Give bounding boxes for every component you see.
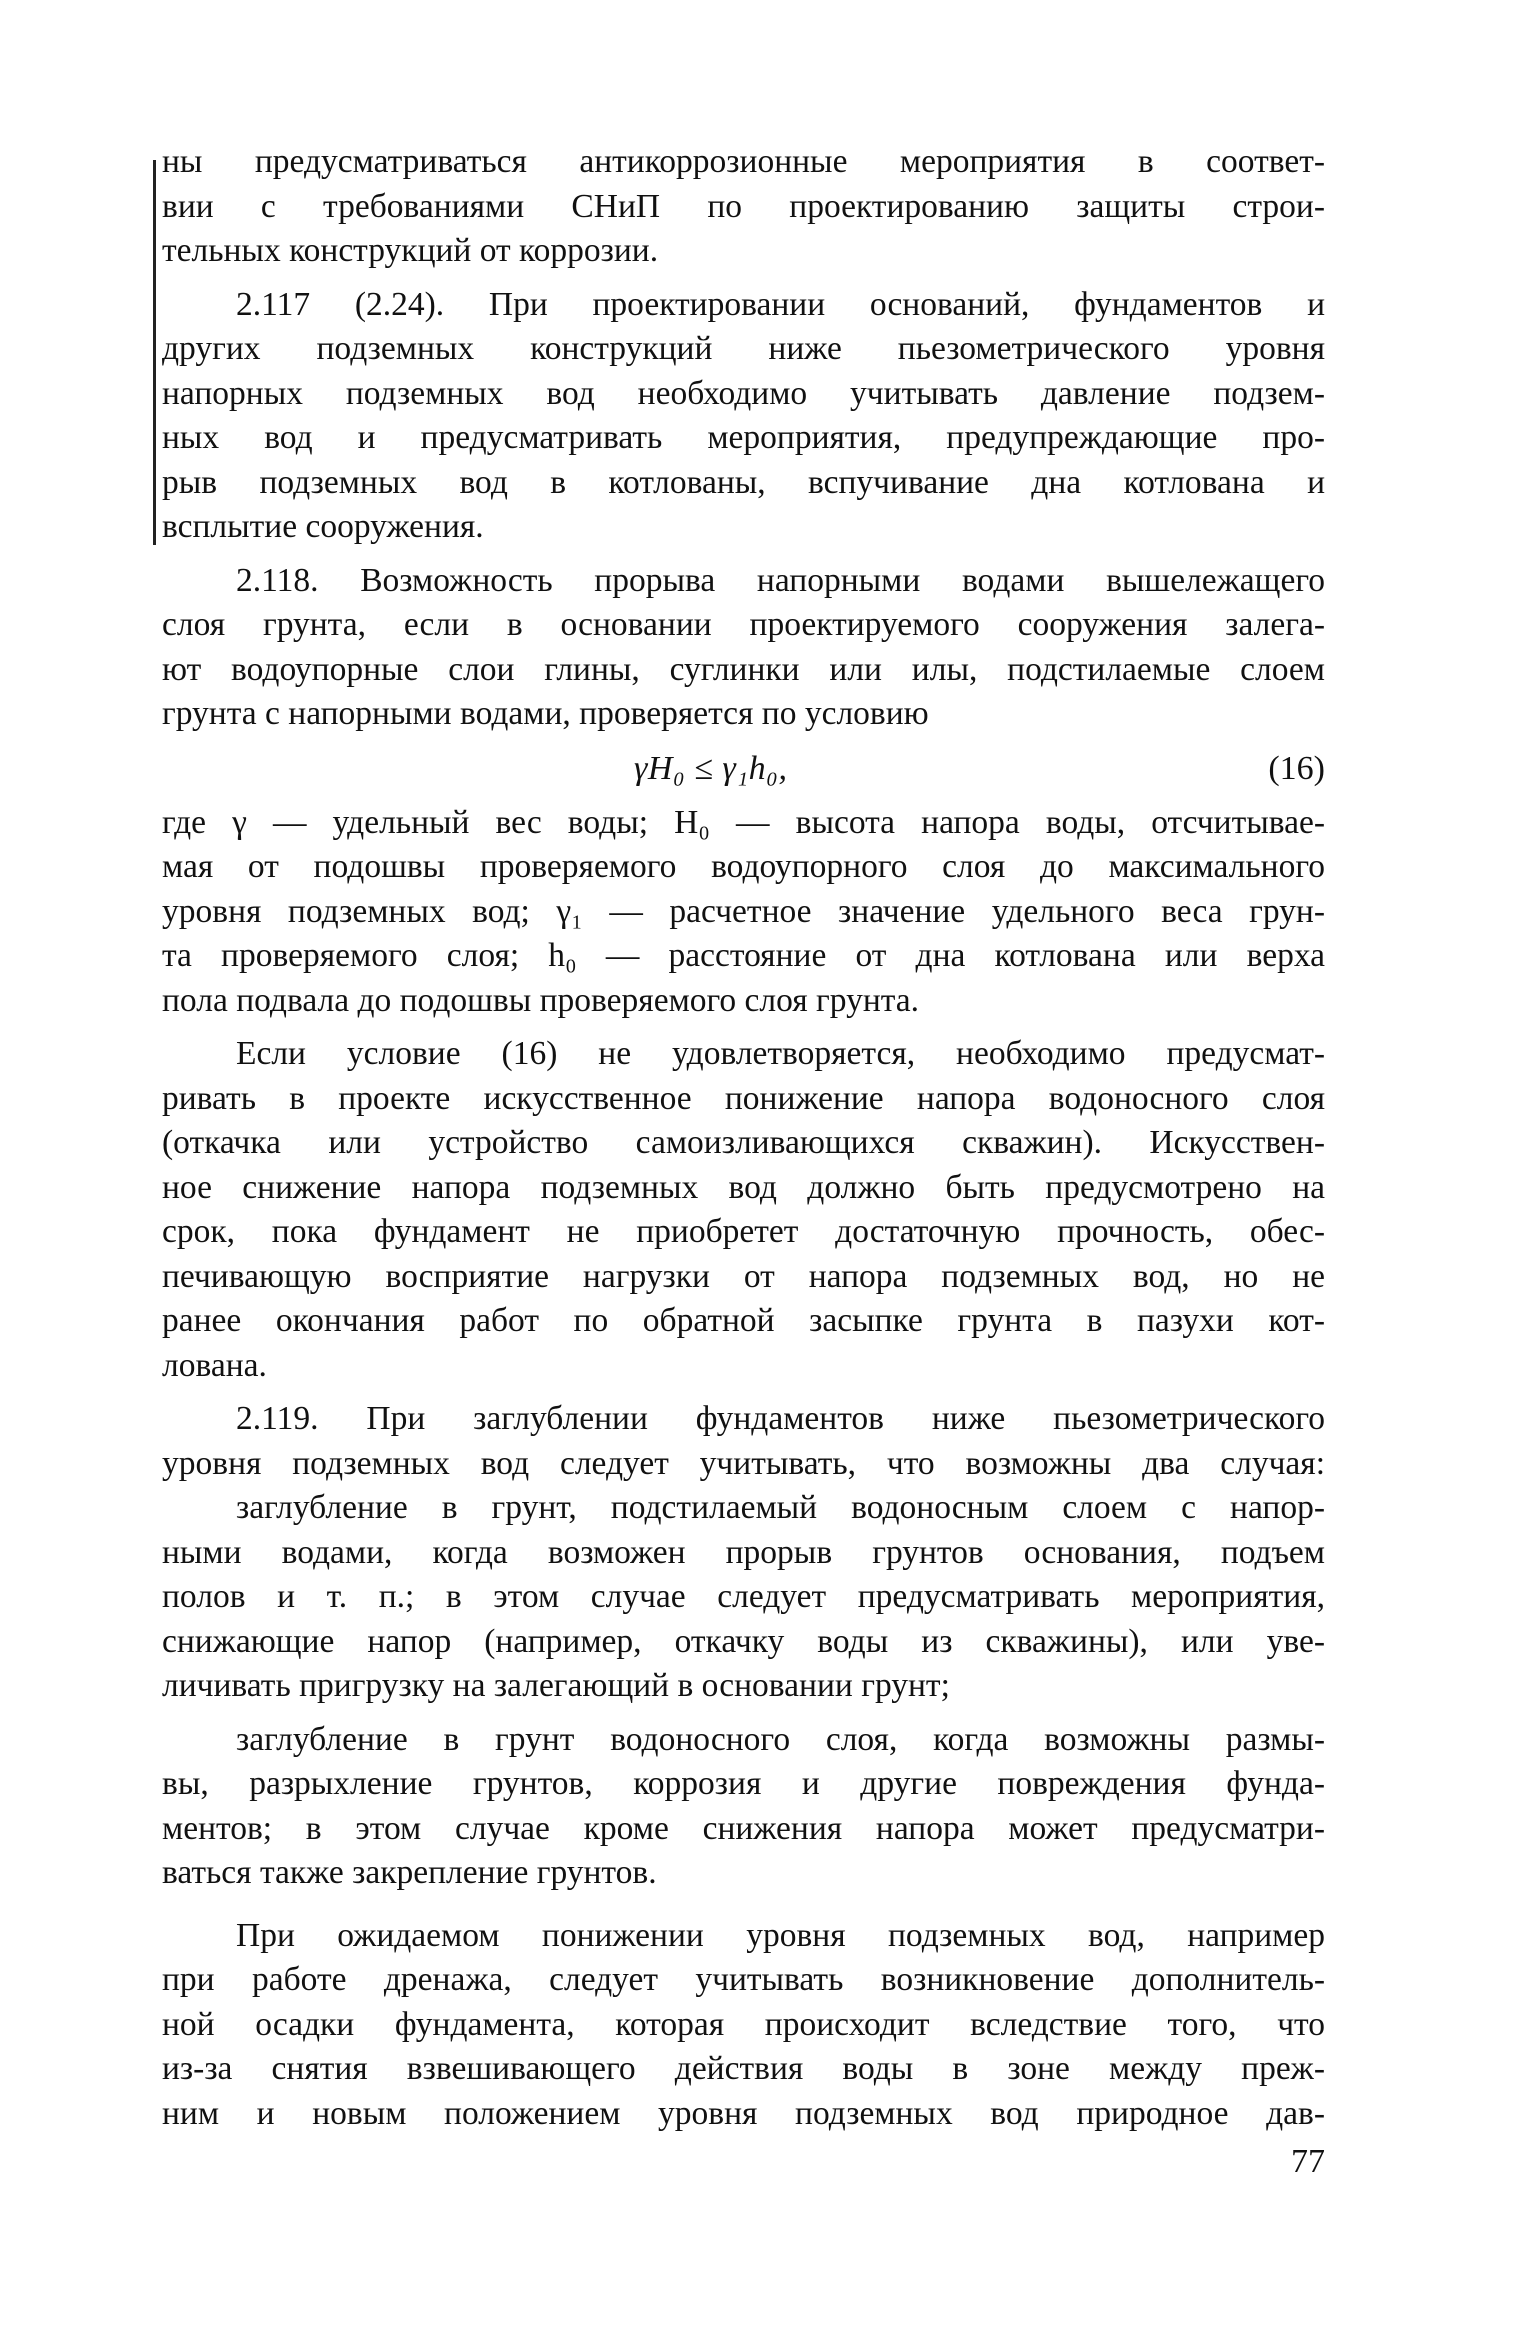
text-line: снижающие напор (например, откачку воды из скважины), или уве- bbox=[162, 1622, 1325, 1660]
text-line: слоя грунта, если в основании проектируемого сооружения залега- bbox=[162, 606, 1325, 643]
paragraph-2-118 bbox=[162, 559, 1325, 737]
text-line: ривать в проекте искусственное понижение напора водоносного слоя bbox=[162, 1079, 1325, 1117]
text-line: при работе дренажа, следует учитывать возникновение дополнитель- bbox=[162, 1961, 1325, 1998]
text-line: ментов; в этом случае кроме снижения напора может предусматри- bbox=[162, 1809, 1325, 1847]
paragraph-case-1 bbox=[162, 1486, 1325, 1709]
text-line: других подземных конструкций ниже пьезометрического уровня bbox=[162, 330, 1325, 367]
text-column bbox=[162, 140, 1325, 2136]
paragraph-2-119 bbox=[162, 1397, 1325, 1486]
margin-change-bar bbox=[153, 160, 156, 545]
text-line: ваться также закрепление грунтов. bbox=[162, 1854, 657, 1891]
paragraph-where bbox=[162, 801, 1325, 1024]
paragraph-continuation bbox=[162, 140, 1325, 274]
text-line: 2.119. При заглублении фундаментов ниже пьезометрического bbox=[236, 1400, 1325, 1437]
formula-expression: γH₀ ≤ γ₁h₀, bbox=[634, 749, 788, 787]
text-line: При ожидаемом понижении уровня подземных вод, например bbox=[236, 1916, 1325, 1954]
paragraph-condition bbox=[162, 1032, 1325, 1388]
text-line: ранее окончания работ по обратной засыпке грунта в пазухи кот- bbox=[162, 1302, 1325, 1339]
text-line: ним и новым положением уровня подземных вод природное дав- bbox=[162, 2094, 1325, 2132]
text-line: тельных конструкций от коррозии. bbox=[162, 232, 659, 269]
text-line: напорных подземных вод необходимо учитывать давление подзем- bbox=[162, 374, 1325, 412]
text-line: мая от подошвы проверяемого водоупорного слоя до максимального bbox=[162, 848, 1325, 885]
text-line: полов и т. п.; в этом случае следует предусматривать мероприятия, bbox=[162, 1578, 1325, 1615]
text-line: ной осадки фундамента, которая происходит вследствие того, что bbox=[162, 2005, 1325, 2043]
text-line: ных вод и предусматривать мероприятия, предупреждающие про- bbox=[162, 419, 1325, 456]
text-line: грунта с напорными водами, проверяется по условию bbox=[162, 695, 929, 732]
paragraph-lowering bbox=[162, 1914, 1325, 2137]
text-line: Если условие (16) не удовлетворяется, необходимо предусмат- bbox=[236, 1035, 1325, 1072]
text-line: где γ — удельный вес воды; H₀ — высота напора воды, отсчитывае- bbox=[162, 803, 1325, 841]
text-line: срок, пока фундамент не приобретет достаточную прочность, обес- bbox=[162, 1213, 1325, 1250]
page-number: 77 bbox=[1291, 2143, 1325, 2180]
paragraph-2-117 bbox=[162, 283, 1325, 550]
text-line: (откачка или устройство самоизливающихся скважин). Искусствен- bbox=[162, 1124, 1325, 1161]
text-line: печивающую восприятие нагрузки от напора подземных вод, но не bbox=[162, 1257, 1325, 1295]
text-line: заглубление в грунт, подстилаемый водоносным слоем с напор- bbox=[236, 1489, 1325, 1526]
text-line: вы, разрыхление грунтов, коррозия и другие повреждения фунда- bbox=[162, 1765, 1325, 1802]
text-line: ное снижение напора подземных вод должно быть предусмотрено на bbox=[162, 1168, 1325, 1206]
text-line: всплытие сооружения. bbox=[162, 508, 484, 545]
text-line: ными водами, когда возможен прорыв грунтов основания, подъем bbox=[162, 1533, 1325, 1571]
text-line: та проверяемого слоя; h₀ — расстояние от дна котлована или верха bbox=[162, 937, 1325, 974]
text-line: вии с требованиями СНиП по проектированию защиты строи- bbox=[162, 187, 1325, 225]
text-line: пола подвала до подошвы проверяемого слоя грунта. bbox=[162, 981, 920, 1019]
text-line: заглубление в грунт водоносного слоя, когда возможны размы- bbox=[236, 1720, 1325, 1758]
text-line: лована. bbox=[162, 1346, 267, 1384]
formula-number: (16) bbox=[1268, 749, 1325, 787]
text-line: уровня подземных вод следует учитывать, что возможны два случая: bbox=[162, 1444, 1325, 1482]
text-line: 2.118. Возможность прорыва напорными водами вышележащего bbox=[236, 561, 1325, 599]
text-line: уровня подземных вод; γ₁ — расчетное значение удельного веса грун- bbox=[162, 892, 1325, 930]
text-line: личивать пригрузку на залегающий в основании грунт; bbox=[162, 1667, 950, 1704]
text-line: 2.117 (2.24). При проектировании оснований, фундаментов и bbox=[236, 285, 1325, 323]
formula-16 bbox=[162, 737, 1325, 801]
text-line: из-за снятия взвешивающего действия воды в зоне между преж- bbox=[162, 2050, 1325, 2087]
paragraph-case-2 bbox=[162, 1718, 1325, 1896]
text-line: рыв подземных вод в котлованы, вспучивание дна котлована и bbox=[162, 463, 1325, 501]
text-line: ны предусматриваться антикоррозионные мероприятия в соответ- bbox=[162, 143, 1325, 180]
text-line: ют водоупорные слои глины, суглинки или илы, подстилаемые слоем bbox=[162, 650, 1325, 688]
